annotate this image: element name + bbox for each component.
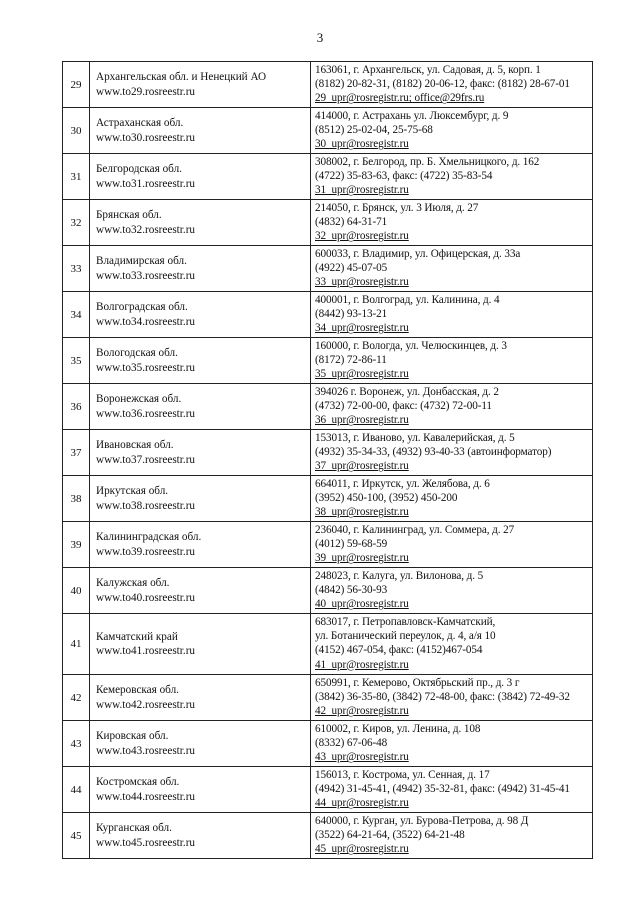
contact-address: 236040, г. Калининград, ул. Соммера, д. 27 (315, 524, 515, 536)
table-row (63, 675, 593, 721)
contact-email-link[interactable]: 29_upr@rosregistr.ru; office@29frs.ru (315, 92, 485, 105)
region-website-link[interactable]: www.to38.rosreestr.ru (96, 499, 196, 512)
contact-cell (311, 292, 593, 338)
contact-phone-line: (4722) 35-83-63, факс: (4722) 35-83-54 (315, 170, 493, 183)
region-cell (90, 154, 311, 200)
contact-phone-line: (8172) 72-86-11 (315, 354, 387, 367)
region-name: Белгородская обл. (96, 163, 182, 175)
contact-address: 160000, г. Вологда, ул. Челюскинцев, д. 3 (315, 340, 507, 352)
contact-address: 400001, г. Волгоград, ул. Калинина, д. 4 (315, 294, 500, 306)
page-number: 3 (316, 30, 324, 45)
table-row (63, 568, 593, 614)
region-cell (90, 522, 311, 568)
contact-address: 664011, г. Иркутск, ул. Желябова, д. 6 (315, 478, 490, 490)
region-cell (90, 246, 311, 292)
region-name: Калининградская обл. (96, 531, 202, 543)
contact-phone-line: ул. Ботанический переулок, д. 4, а/я 10 (315, 630, 496, 643)
contact-address: 610002, г. Киров, ул. Ленина, д. 108 (315, 723, 481, 735)
contact-email-link[interactable]: 33_upr@rosregistr.ru (315, 276, 409, 289)
region-name: Вологодская обл. (96, 347, 178, 359)
region-website-link[interactable]: www.to40.rosreestr.ru (96, 591, 196, 604)
region-name: Архангельская обл. и Ненецкий АО (96, 71, 267, 83)
region-name: Кировская обл. (96, 730, 169, 742)
table-row (63, 721, 593, 767)
region-website-link[interactable]: www.to42.rosreestr.ru (96, 698, 196, 711)
contact-phone-line: (4922) 45-07-05 (315, 262, 388, 275)
contact-email-link[interactable]: 30_upr@rosregistr.ru (315, 138, 409, 151)
region-cell (90, 200, 311, 246)
contact-cell (311, 522, 593, 568)
table-body (63, 62, 593, 859)
contact-address: 163061, г. Архангельск, ул. Садовая, д. 5, корп. 1 (315, 64, 541, 76)
region-website-link[interactable]: www.to37.rosreestr.ru (96, 453, 196, 466)
table-row (63, 200, 593, 246)
contact-address: 308002, г. Белгород, пр. Б. Хмельницкого, д. 162 (315, 156, 540, 168)
contact-address: 650991, г. Кемерово, Октябрьский пр., д. 3 г (315, 677, 520, 689)
contact-email-link[interactable]: 36_upr@rosregistr.ru (315, 414, 409, 427)
contact-cell (311, 384, 593, 430)
row-number: 37 (63, 430, 90, 476)
contact-phone-line: (4012) 59-68-59 (315, 538, 388, 551)
region-name: Брянская обл. (96, 209, 162, 221)
region-name: Воронежская обл. (96, 393, 182, 405)
region-name: Костромская обл. (96, 776, 180, 788)
row-number: 31 (63, 154, 90, 200)
contact-address: 414000, г. Астрахань ул. Люксембург, д. 9 (315, 110, 509, 122)
row-number: 45 (63, 813, 90, 859)
region-website-link[interactable]: www.to41.rosreestr.ru (96, 645, 196, 657)
region-cell (90, 813, 311, 859)
contact-cell (311, 200, 593, 246)
contact-address: 214050, г. Брянск, ул. 3 Июля, д. 27 (315, 202, 479, 214)
contact-address: 153013, г. Иваново, ул. Кавалерийская, д. 5 (315, 432, 515, 444)
region-cell (90, 767, 311, 813)
region-cell (90, 614, 311, 675)
region-name: Иркутская обл. (96, 485, 169, 497)
contact-address: 156013, г. Кострома, ул. Сенная, д. 17 (315, 769, 490, 781)
region-cell (90, 476, 311, 522)
region-website-link[interactable]: www.to44.rosreestr.ru (96, 790, 196, 803)
region-cell (90, 568, 311, 614)
contact-phone-line: (8442) 93-13-21 (315, 308, 388, 321)
table-row (63, 614, 593, 675)
contact-phone-line: (4842) 56-30-93 (315, 584, 388, 597)
row-number: 30 (63, 108, 90, 154)
contact-phone-line: (3522) 64-21-64, (3522) 64-21-48 (315, 829, 465, 842)
row-number: 42 (63, 675, 90, 721)
contact-phone-line: (3952) 450-100, (3952) 450-200 (315, 492, 458, 505)
table-row (63, 813, 593, 859)
row-number: 40 (63, 568, 90, 614)
region-website-link[interactable]: www.to45.rosreestr.ru (96, 836, 196, 849)
contact-cell (311, 246, 593, 292)
contact-cell (311, 813, 593, 859)
contact-phone-line: (3842) 36-35-80, (3842) 72-48-00, факс: (3842) 72-49-32 (315, 691, 570, 704)
contact-phone-line: (4932) 35-34-33, (4932) 93-40-33 (автоинформатор) (315, 446, 552, 459)
region-name: Владимирская обл. (96, 255, 187, 267)
contact-email-link[interactable]: 34_upr@rosregistr.ru (315, 322, 409, 335)
row-number: 32 (63, 200, 90, 246)
contact-phone-line: (8332) 67-06-48 (315, 737, 388, 750)
contact-email-link[interactable]: 45_upr@rosregistr.ru (315, 843, 409, 856)
region-website-link[interactable]: www.to43.rosreestr.ru (96, 744, 196, 757)
region-cell (90, 108, 311, 154)
row-number: 33 (63, 246, 90, 292)
table-row (63, 246, 593, 292)
contact-email-link[interactable]: 44_upr@rosregistr.ru (315, 797, 409, 810)
contact-email-link[interactable]: 41_upr@rosregistr.ru (315, 658, 409, 671)
contact-email-link[interactable]: 39_upr@rosregistr.ru (315, 552, 409, 565)
contact-cell (311, 767, 593, 813)
region-name: Камчатский край (96, 630, 178, 643)
region-name: Курганская обл. (96, 822, 172, 834)
contact-email-link[interactable]: 37_upr@rosregistr.ru (315, 460, 409, 473)
region-cell (90, 62, 311, 108)
contact-cell (311, 338, 593, 384)
contact-email-link[interactable]: 40_upr@rosregistr.ru (315, 598, 409, 611)
table-row (63, 62, 593, 108)
table-row (63, 154, 593, 200)
contact-cell (311, 721, 593, 767)
contact-email-link[interactable]: 35_upr@rosregistr.ru (315, 368, 409, 381)
row-number: 39 (63, 522, 90, 568)
contact-cell (311, 675, 593, 721)
region-cell (90, 292, 311, 338)
contact-cell (311, 476, 593, 522)
region-website-link[interactable]: www.to29.rosreestr.ru (96, 85, 196, 98)
row-number: 43 (63, 721, 90, 767)
contact-cell (311, 430, 593, 476)
table-row (63, 108, 593, 154)
region-cell (90, 430, 311, 476)
contact-phone-line: (4942) 31-45-41, (4942) 35-32-81, факс: (4942) 31-45-41 (315, 783, 570, 796)
region-website-link[interactable]: www.to35.rosreestr.ru (96, 361, 196, 374)
row-number: 44 (63, 767, 90, 813)
table-row (63, 767, 593, 813)
contact-email-link[interactable]: 31_upr@rosregistr.ru (315, 184, 409, 197)
region-cell (90, 338, 311, 384)
region-name: Волгоградская обл. (96, 301, 188, 313)
contact-cell (311, 614, 593, 675)
contact-email-link[interactable]: 32_upr@rosregistr.ru (315, 230, 409, 243)
contact-cell (311, 108, 593, 154)
region-name: Кемеровская обл. (96, 684, 179, 696)
row-number: 38 (63, 476, 90, 522)
region-cell (90, 384, 311, 430)
contact-phone-line: (8182) 20-82-31, (8182) 20-06-12, факс: (8182) 28-67-01 (315, 78, 570, 91)
row-number: 41 (63, 614, 90, 675)
region-website-link[interactable]: www.to32.rosreestr.ru (96, 223, 196, 236)
table-row (63, 430, 593, 476)
rosreestr-offices-table (62, 61, 593, 859)
row-number: 29 (63, 62, 90, 108)
region-name: Ивановская обл. (96, 439, 174, 451)
contact-phone-line: (8512) 25-02-04, 25-75-68 (315, 124, 433, 137)
region-website-link[interactable]: www.to36.rosreestr.ru (96, 407, 196, 420)
contact-address: 394026 г. Воронеж, ул. Донбасская, д. 2 (315, 386, 499, 398)
table-row (63, 384, 593, 430)
row-number: 36 (63, 384, 90, 430)
contact-phone-line: (4152) 467-054, факс: (4152)467-054 (315, 644, 483, 657)
row-number: 34 (63, 292, 90, 338)
table-row (63, 292, 593, 338)
region-website-link[interactable]: www.to39.rosreestr.ru (96, 545, 196, 558)
region-cell (90, 721, 311, 767)
contact-email-link[interactable]: 43_upr@rosregistr.ru (315, 751, 409, 764)
region-website-link[interactable]: www.to31.rosreestr.ru (96, 177, 196, 190)
contact-address: 600033, г. Владимир, ул. Офицерская, д. 33а (315, 248, 521, 260)
table-row (63, 522, 593, 568)
region-website-link[interactable]: www.to34.rosreestr.ru (96, 315, 196, 328)
region-website-link[interactable]: www.to33.rosreestr.ru (96, 269, 196, 282)
table-row (63, 338, 593, 384)
contact-cell (311, 62, 593, 108)
row-number: 35 (63, 338, 90, 384)
contact-address: 248023, г. Калуга, ул. Вилонова, д. 5 (315, 570, 484, 582)
contact-email-link[interactable]: 38_upr@rosregistr.ru (315, 506, 409, 519)
contact-address: 640000, г. Курган, ул. Бурова-Петрова, д. 98 Д (315, 815, 529, 827)
table-row (63, 476, 593, 522)
contact-address: 683017, г. Петропавловск-Камчатский, (315, 616, 496, 628)
contact-phone-line: (4732) 72-00-00, факс: (4732) 72-00-11 (315, 400, 492, 413)
contact-email-link[interactable]: 42_upr@rosregistr.ru (315, 705, 409, 718)
contact-phone-line: (4832) 64-31-71 (315, 216, 388, 229)
contact-cell (311, 568, 593, 614)
region-website-link[interactable]: www.to30.rosreestr.ru (96, 131, 196, 144)
region-name: Калужская обл. (96, 577, 170, 589)
region-name: Астраханская обл. (96, 117, 184, 129)
region-cell (90, 675, 311, 721)
contact-cell (311, 154, 593, 200)
